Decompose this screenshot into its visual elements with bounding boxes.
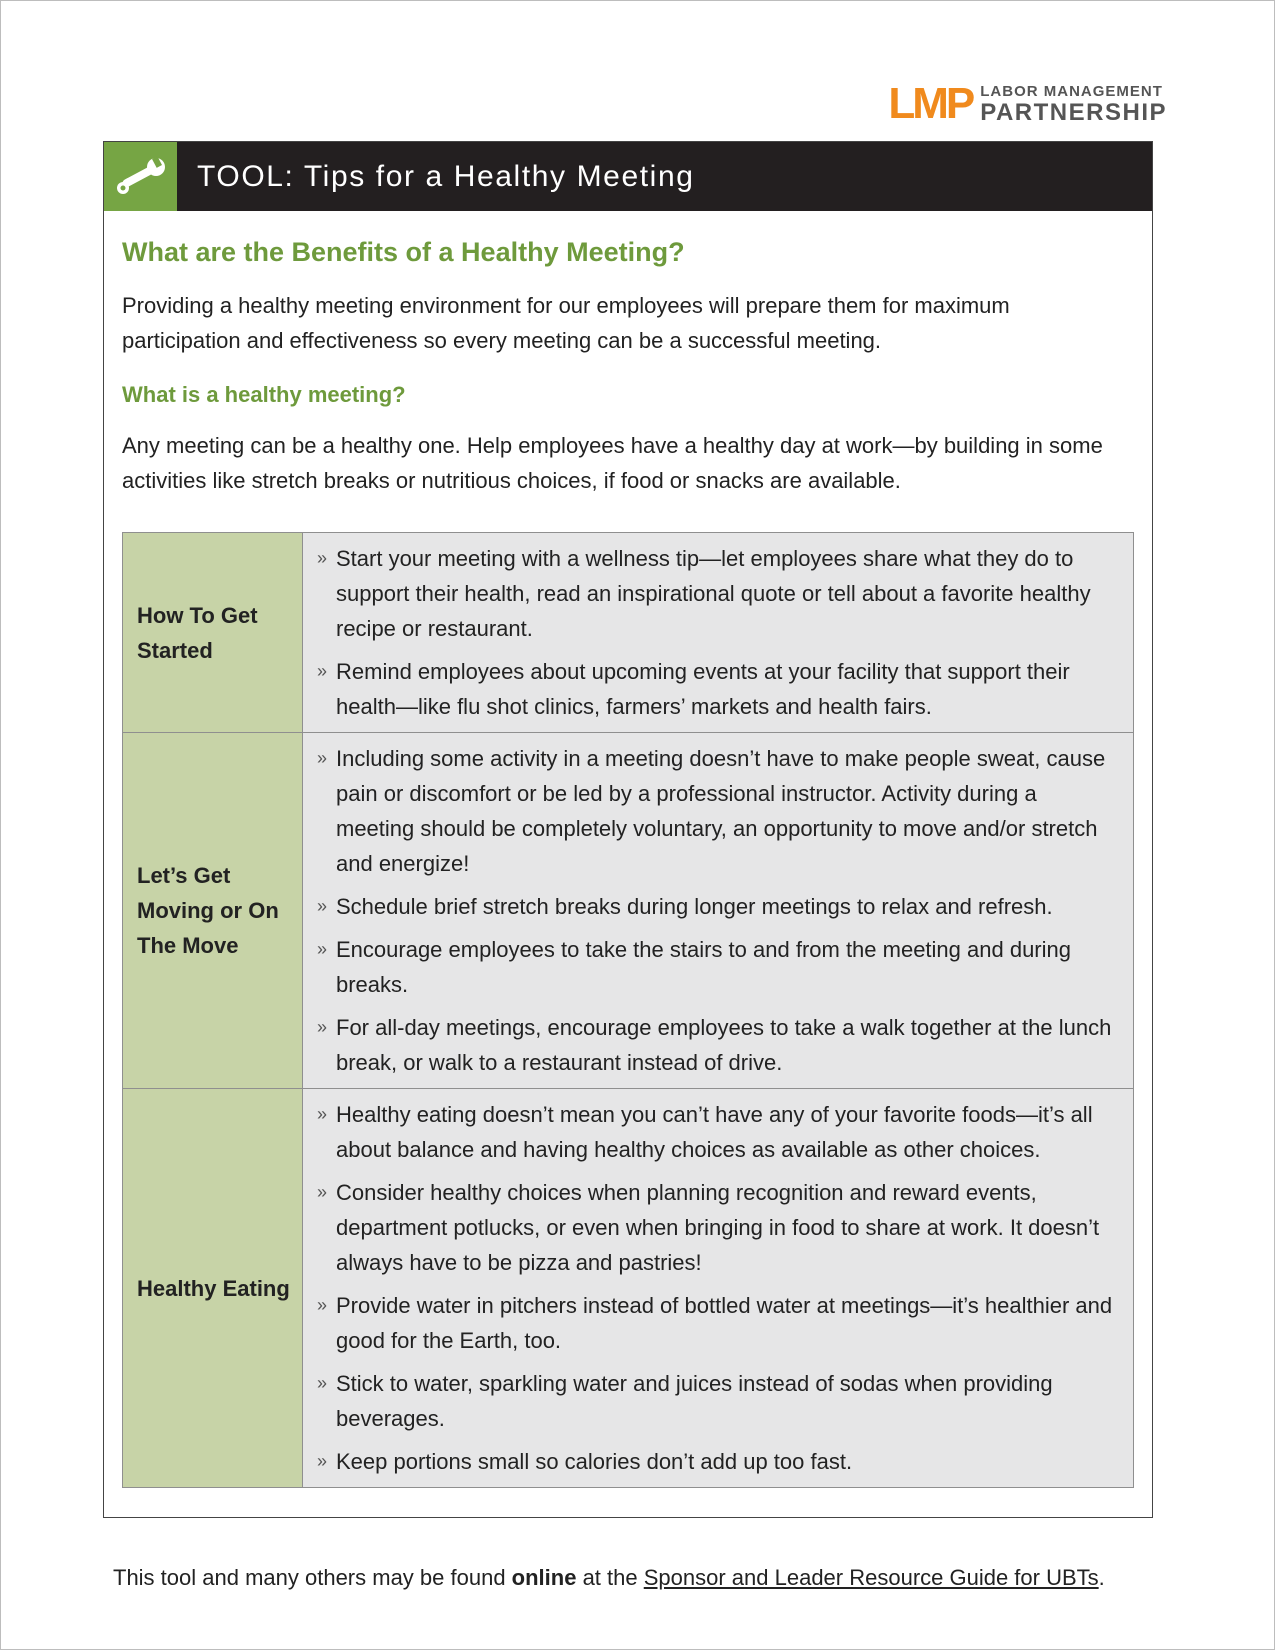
item-text: Consider healthy choices when planning recognition and reward events, department potlucks, or even when bringing in food to share at work. It doesn’t always have to be pizza and pastries! bbox=[336, 1180, 1100, 1275]
item-text: Stick to water, sparkling water and juices instead of sodas when providing beverages. bbox=[336, 1371, 1053, 1431]
tool-frame bbox=[103, 141, 1153, 1518]
table-row bbox=[123, 1089, 1134, 1488]
list-item bbox=[317, 541, 1113, 646]
items-cell bbox=[303, 533, 1134, 733]
list-item bbox=[317, 741, 1113, 881]
item-text: Keep portions small so calories don’t add up too fast. bbox=[336, 1449, 853, 1474]
content bbox=[104, 211, 1152, 1488]
footer bbox=[113, 1565, 1105, 1591]
list-item bbox=[317, 1010, 1113, 1080]
what-is-heading: What is a healthy meeting? bbox=[122, 382, 406, 407]
bullet-icon: » bbox=[317, 1451, 328, 1471]
bullet-icon: » bbox=[317, 896, 328, 916]
bullet-icon: » bbox=[317, 548, 328, 568]
list-item bbox=[317, 654, 1113, 724]
category-cell: Let’s Get Moving or On The Move bbox=[123, 733, 303, 1089]
item-text: Schedule brief stretch breaks during longer meetings to relax and refresh. bbox=[336, 894, 1053, 919]
table-row bbox=[123, 533, 1134, 733]
bullet-icon: » bbox=[317, 661, 328, 681]
list-item bbox=[317, 1444, 1113, 1479]
items-cell bbox=[303, 1089, 1134, 1488]
wrench-icon bbox=[104, 142, 177, 211]
item-text: Remind employees about upcoming events at your facility that support their health—like flu shot clinics, farmers’ markets and health fairs. bbox=[336, 659, 1070, 719]
footer-text-pre: This tool and many others may be found bbox=[113, 1565, 512, 1590]
bullet-icon: » bbox=[317, 1373, 328, 1393]
item-text: Encourage employees to take the stairs to and from the meeting and during breaks. bbox=[336, 937, 1071, 997]
logo-line2: PARTNERSHIP bbox=[980, 98, 1167, 126]
category-cell: How To Get Started bbox=[123, 533, 303, 733]
benefits-text: Providing a healthy meeting environment for our employees will prepare them for maximum participation and effectiveness so every meeting can be a successful meeting. bbox=[122, 293, 1010, 353]
lmp-logo bbox=[888, 79, 1167, 128]
bullet-icon: » bbox=[317, 1104, 328, 1124]
what-is-text: Any meeting can be a healthy one. Help employees have a healthy day at work—by building in some activities like stretch breaks or nutritious choices, if food or snacks are available. bbox=[122, 433, 1103, 493]
footer-bold: online bbox=[511, 1565, 577, 1590]
list-item bbox=[317, 1366, 1113, 1436]
item-text: For all-day meetings, encourage employees to take a walk together at the lunch break, or walk to a restaurant instead of drive. bbox=[336, 1015, 1112, 1075]
item-text: Including some activity in a meeting doesn’t have to make people sweat, cause pain or discomfort or be led by a professional instructor. Activity during a meeting should be completely voluntary, an opportunity to move and/or stretch and energize! bbox=[336, 746, 1106, 876]
list-item bbox=[317, 889, 1113, 924]
bullet-icon: » bbox=[317, 748, 328, 768]
footer-text-post: . bbox=[1098, 1565, 1105, 1590]
header-title: TOOL: Tips for a Healthy Meeting bbox=[197, 159, 695, 193]
list-item bbox=[317, 932, 1113, 1002]
logo-line1: LABOR MANAGEMENT bbox=[980, 82, 1163, 100]
table-row bbox=[123, 733, 1134, 1089]
tips-table bbox=[122, 532, 1134, 1488]
list-item bbox=[317, 1097, 1113, 1167]
item-text: Start your meeting with a wellness tip—let employees share what they do to support their health, read an inspirational quote or tell about a favorite healthy recipe or restaurant. bbox=[336, 546, 1091, 641]
logo-text bbox=[980, 84, 1167, 125]
bullet-icon: » bbox=[317, 939, 328, 959]
item-text: Provide water in pitchers instead of bottled water at meetings—it’s healthier and good for the Earth, too. bbox=[336, 1293, 1113, 1353]
header-bar bbox=[104, 142, 1152, 211]
list-item bbox=[317, 1175, 1113, 1280]
item-text: Healthy eating doesn’t mean you can’t have any of your favorite foods—it’s all about balance and having healthy choices as available as other choices. bbox=[336, 1102, 1093, 1162]
category-cell: Healthy Eating bbox=[123, 1089, 303, 1488]
bullet-icon: » bbox=[317, 1295, 328, 1315]
benefits-heading: What are the Benefits of a Healthy Meeting? bbox=[122, 237, 685, 267]
footer-text-mid: at the bbox=[576, 1565, 644, 1590]
items-cell bbox=[303, 733, 1134, 1089]
bullet-icon: » bbox=[317, 1017, 328, 1037]
logo-mark: LMP bbox=[888, 79, 973, 128]
bullet-icon: » bbox=[317, 1182, 328, 1202]
list-item bbox=[317, 1288, 1113, 1358]
resource-guide-link[interactable]: Sponsor and Leader Resource Guide for UBTs bbox=[643, 1565, 1099, 1590]
